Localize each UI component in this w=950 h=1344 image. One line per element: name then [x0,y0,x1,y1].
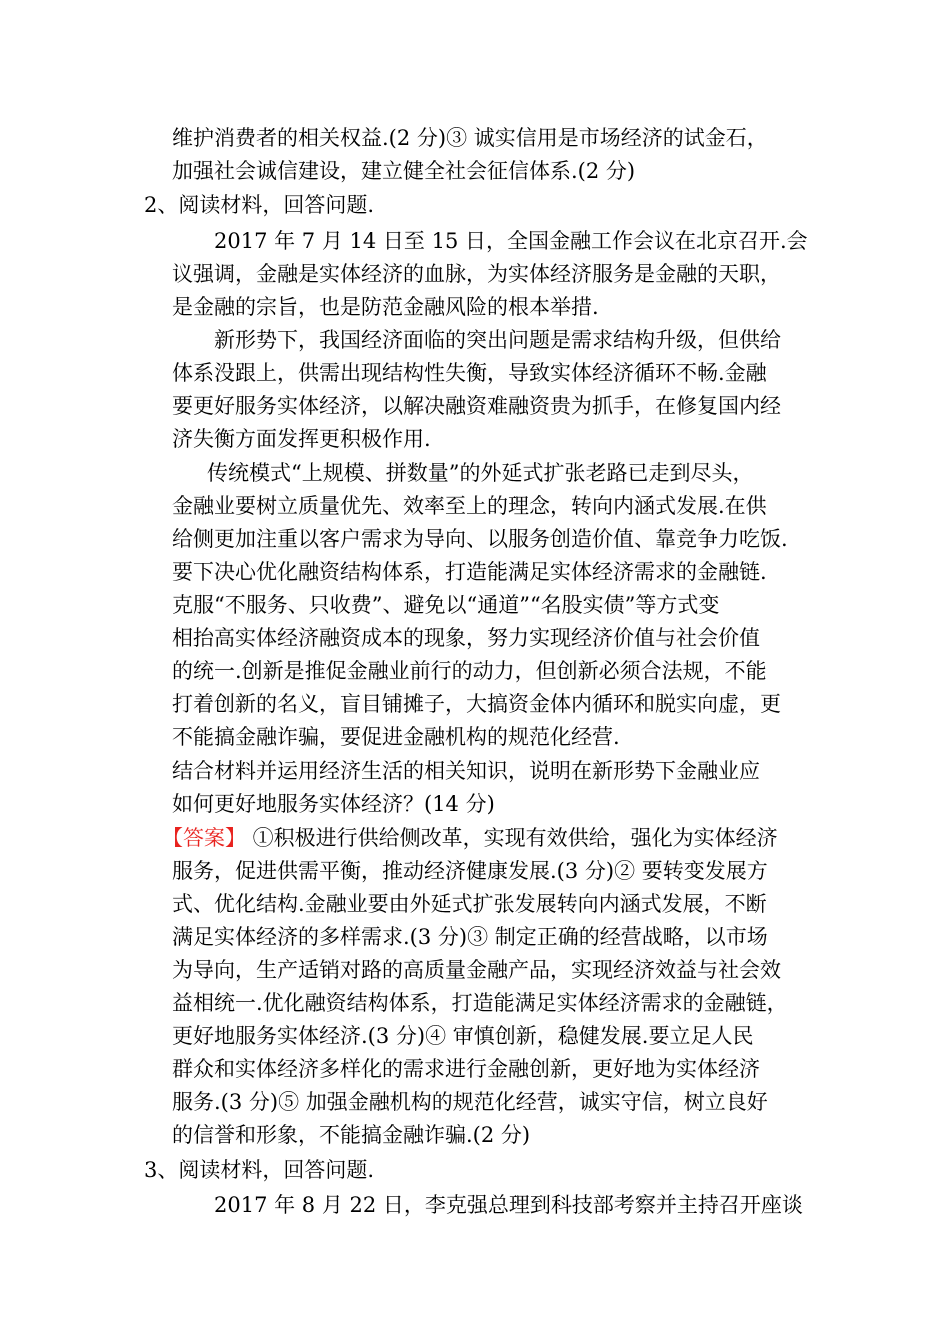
q2-material-line: 济失衡方面发挥更积极作用. [172,427,431,451]
answer-tag: 【答案】 [162,826,246,850]
q2-answer-line: 群众和实体经济多样化的需求进行金融创新，更好地为实体经济 [172,1057,760,1081]
q2-material-line: 传统模式“上规模、拼数量”的外延式扩张老路已走到尽头， [207,461,754,485]
q2-material-line: 不能搞金融诈骗，要促进金融机构的规范化经营. [172,725,620,749]
q2-material-line: 给侧更加注重以客户需求为导向、以服务创造价值、靠竞争力吃饭. [172,527,788,551]
q2-material-line: 体系没跟上，供需出现结构性失衡，导致实体经济循环不畅.金融 [172,361,767,385]
q2-answer-line: 服务.(3 分)⑤ 加强金融机构的规范化经营，诚实守信，树立良好 [172,1090,768,1114]
q3-heading: 3、阅读材料，回答问题. [144,1158,375,1182]
q2-material-line: 金融业要树立质量优先、效率至上的理念，转向内涵式发展.在供 [172,494,767,518]
q2-heading: 2、阅读材料，回答问题. [144,193,375,217]
q2-question-line: 如何更好地服务实体经济？(14 分) [172,792,495,816]
q2-material-line: 打着创新的名义，盲目铺摊子，大搞资金体内循环和脱实向虚，更 [172,692,781,716]
q2-answer-line: 更好地服务实体经济.(3 分)④ 审慎创新，稳健发展.要立足人民 [172,1024,754,1048]
q2-material-line: 2017 年 7 月 14 日至 15 日，全国金融工作会议在北京召开.会 [214,229,808,253]
q2-material-line: 要更好服务实体经济，以解决融资难融资贵为抓手，在修复国内经 [172,394,781,418]
q1-answer-line: 加强社会诚信建设，建立健全社会征信体系.(2 分) [172,159,636,183]
q3-material-line: 2017 年 8 月 22 日，李克强总理到科技部考察并主持召开座谈 [214,1193,803,1217]
q2-answer-first-line [162,820,778,856]
q2-answer-line: 为导向，生产适销对路的高质量金融产品，实现经济效益与社会效 [172,958,781,982]
q2-answer-line: 益相统一.优化融资结构体系，打造能满足实体经济需求的金融链， [172,991,788,1015]
q2-material-line: 议强调，金融是实体经济的血脉，为实体经济服务是金融的天职， [172,262,781,286]
q2-answer-line: 式、优化结构.金融业要由外延式扩张发展转向内涵式发展，不断 [172,892,767,916]
q2-material-line: 的统一.创新是推促金融业前行的动力，但创新必须合法规，不能 [172,659,767,683]
q2-answer-line: 的信誉和形象，不能搞金融诈骗.(2 分) [172,1123,531,1147]
q2-material-line: 新形势下，我国经济面临的突出问题是需求结构升级，但供给 [214,328,781,352]
q2-material-line: 要下决心优化融资结构体系，打造能满足实体经济需求的金融链. [172,560,767,584]
q2-question-line: 结合材料并运用经济生活的相关知识，说明在新形势下金融业应 [172,759,760,783]
q2-answer-line: 服务，促进供需平衡，推动经济健康发展.(3 分)② 要转变发展方 [172,859,768,883]
q1-answer-line: 维护消费者的相关权益.(2 分)③ 诚实信用是市场经济的试金石， [172,126,768,150]
q2-material-line: 是金融的宗旨，也是防范金融风险的根本举措. [172,295,599,319]
q2-answer-line: 满足实体经济的多样需求.(3 分)③ 制定正确的经营战略，以市场 [172,925,768,949]
q2-material-line: 克服“不服务、只收费”、避免以“通道”“名股实债”等方式变 [172,593,720,617]
answer-text: ①积极进行供给侧改革，实现有效供给，强化为实体经济 [246,826,778,850]
q2-material-line: 相抬高实体经济融资成本的现象，努力实现经济价值与社会价值 [172,626,760,650]
